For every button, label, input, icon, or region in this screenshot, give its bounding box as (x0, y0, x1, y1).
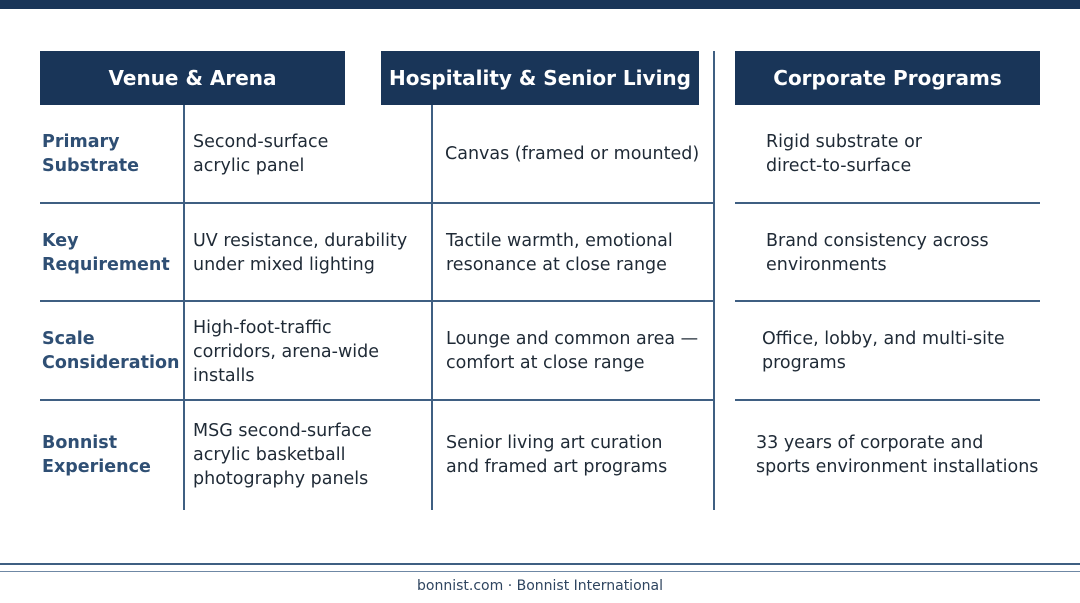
cell-hospitality-scale-consideration (446, 327, 698, 375)
cell-line: acrylic panel (193, 156, 305, 176)
cell-line: Senior living art curation (446, 433, 663, 453)
cell-line: acrylic basketball (193, 445, 346, 465)
divider-vertical-venue (431, 105, 433, 510)
row-label-line: Key (42, 231, 79, 251)
row-label-bonnist-experience (42, 431, 182, 479)
cell-corporate-key-requirement (766, 229, 989, 277)
cell-line: MSG second-surface (193, 421, 372, 441)
row-label-line: Experience (42, 457, 151, 477)
footer-text: bonnist.com · Bonnist International (417, 578, 663, 594)
divider-row-3 (40, 399, 714, 401)
row-label-scale-consideration (42, 327, 182, 375)
row-label-line: Requirement (42, 255, 170, 275)
cell-line: High-foot-traffic (193, 318, 332, 338)
cell-line: Brand consistency across (766, 231, 989, 251)
cell-line: UV resistance, durability (193, 231, 408, 251)
row-label-line: Substrate (42, 156, 140, 176)
cell-venue-primary-substrate (193, 130, 328, 178)
cell-corporate-bonnist-experience (756, 431, 1038, 479)
cell-line: Rigid substrate or (766, 132, 922, 152)
cell-line: programs (762, 353, 846, 373)
cell-venue-bonnist-experience (193, 419, 372, 491)
cell-line: Second-surface (193, 132, 329, 152)
cell-line: direct-to-surface (766, 156, 912, 176)
divider-vertical-hospitality (713, 51, 715, 510)
cell-line: environments (766, 255, 887, 275)
cell-line: sports environment installations (756, 457, 1039, 477)
cell-line: installs (193, 366, 255, 386)
divider-row-2 (40, 300, 714, 302)
header-corporate-programs: Corporate Programs (735, 51, 1040, 105)
row-label-line: Bonnist (42, 433, 118, 453)
footer-divider-thick (0, 563, 1080, 565)
cell-venue-scale-consideration (193, 316, 379, 388)
cell-line: 33 years of corporate and (756, 433, 984, 453)
divider-row-1 (40, 202, 714, 204)
row-label-line: Primary (42, 132, 120, 152)
divider-row-1-corporate (735, 202, 1040, 204)
header-hospitality-senior-living: Hospitality & Senior Living (381, 51, 699, 105)
row-label-line: Scale (42, 329, 95, 349)
cell-hospitality-key-requirement (446, 229, 673, 277)
cell-line: Tactile warmth, emotional (446, 231, 673, 251)
cell-hospitality-primary-substrate (445, 142, 699, 166)
row-label-key-requirement (42, 229, 182, 277)
divider-vertical-label (183, 105, 185, 510)
cell-venue-key-requirement (193, 229, 407, 277)
divider-row-3-corporate (735, 399, 1040, 401)
cell-hospitality-bonnist-experience (446, 431, 667, 479)
top-accent-bar (0, 0, 1080, 9)
cell-line: resonance at close range (446, 255, 667, 275)
cell-line: Canvas (framed or mounted) (445, 144, 700, 164)
cell-line: Lounge and common area — (446, 329, 699, 349)
cell-line: and framed art programs (446, 457, 668, 477)
row-label-primary-substrate (42, 130, 182, 178)
divider-row-2-corporate (735, 300, 1040, 302)
cell-corporate-scale-consideration (762, 327, 1005, 375)
footer-divider-thin (0, 571, 1080, 572)
cell-corporate-primary-substrate (766, 130, 922, 178)
row-label-line: Consideration (42, 353, 180, 373)
cell-line: comfort at close range (446, 353, 645, 373)
cell-line: Office, lobby, and multi-site (762, 329, 1005, 349)
header-venue-arena: Venue & Arena (40, 51, 345, 105)
cell-line: photography panels (193, 469, 369, 489)
cell-line: corridors, arena-wide (193, 342, 380, 362)
cell-line: under mixed lighting (193, 255, 375, 275)
